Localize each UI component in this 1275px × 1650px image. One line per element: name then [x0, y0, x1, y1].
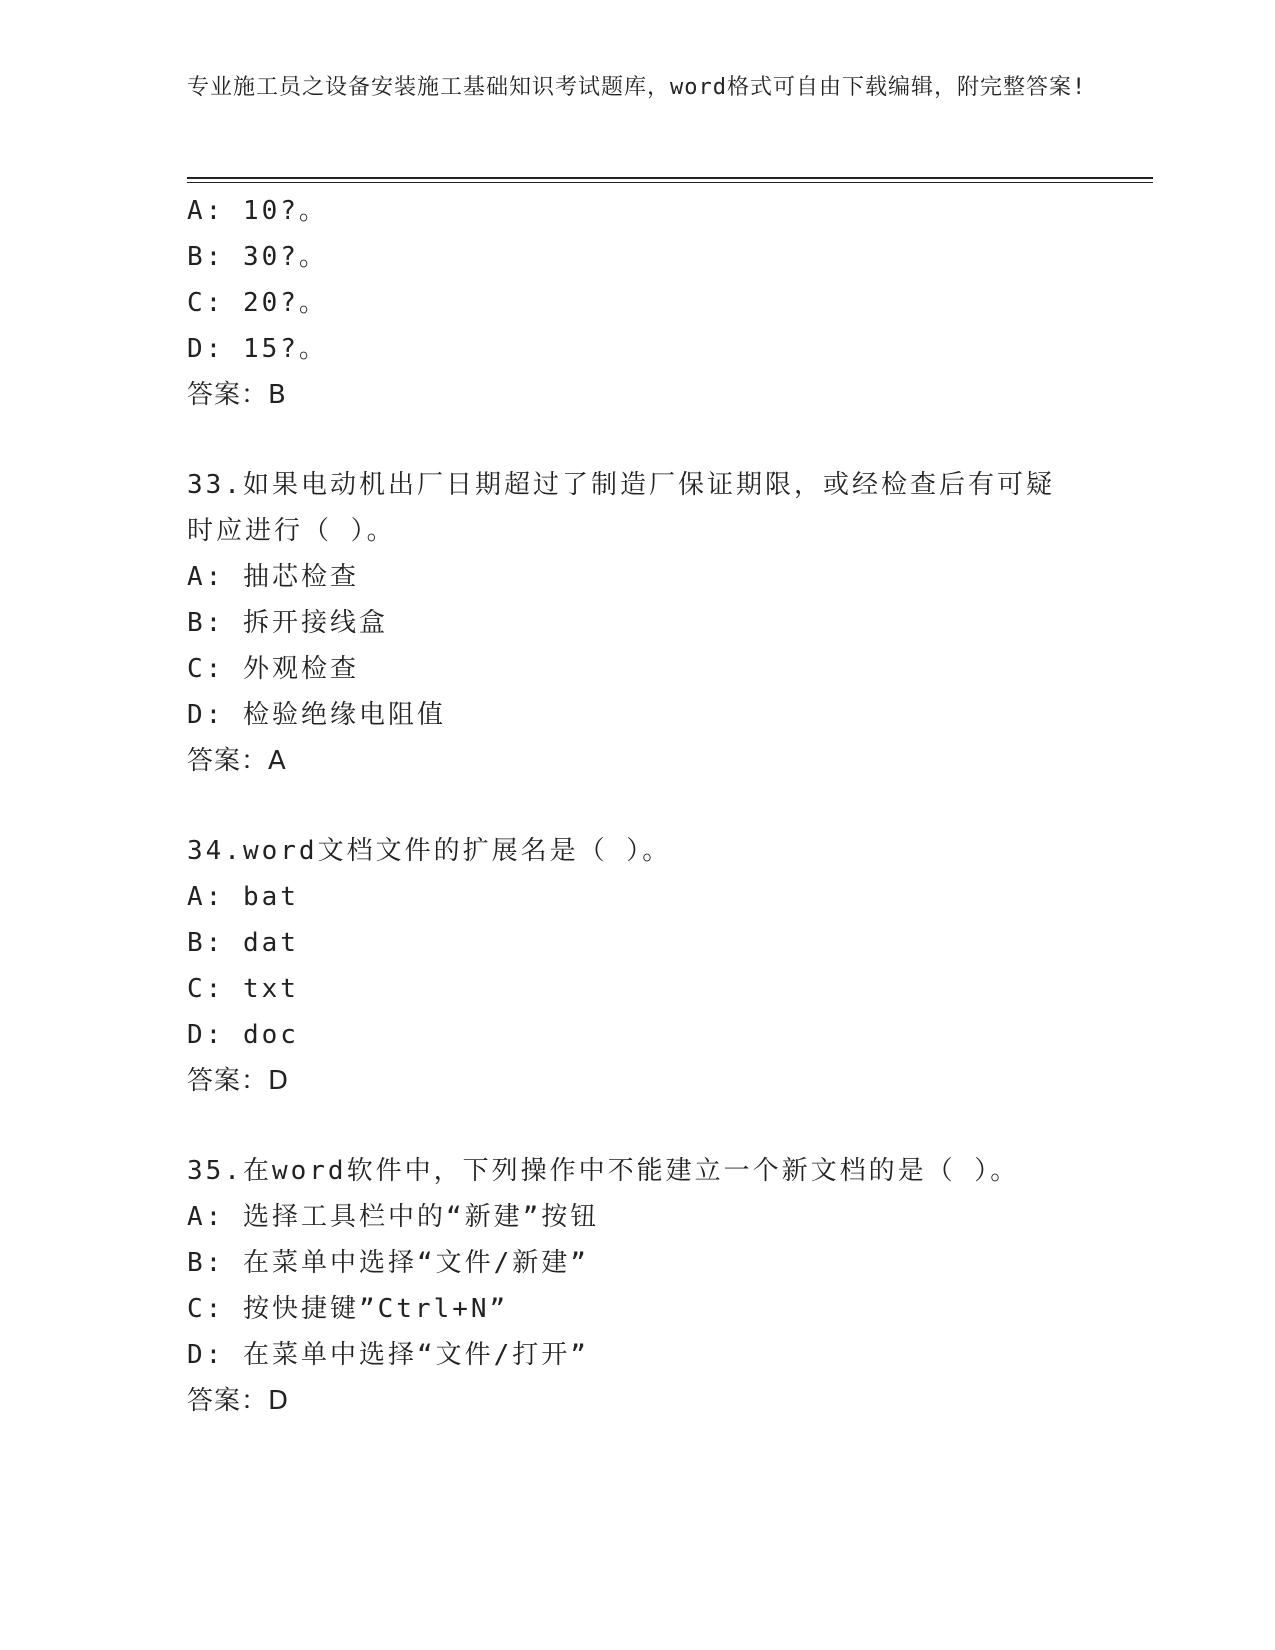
option-b: B: dat — [187, 928, 299, 958]
option-b: B: 30?。 — [187, 242, 328, 272]
answer-line: 答案：A — [187, 746, 287, 776]
document-header: 专业施工员之设备安装施工基础知识考试题库，word格式可自由下载编辑，附完整答案! — [187, 75, 1087, 100]
option-d: D: 15?。 — [187, 334, 328, 364]
question-block-34 — [187, 828, 1087, 1104]
option-d: D: 检验绝缘电阻值 — [187, 700, 446, 730]
option-a: A: bat — [187, 882, 299, 912]
question-list — [187, 188, 1087, 1424]
option-b: B: 在菜单中选择“文件/新建” — [187, 1248, 589, 1278]
option-d: D: 在菜单中选择“文件/打开” — [187, 1340, 589, 1370]
option-a: A: 抽芯检查 — [187, 562, 359, 592]
question-block-33 — [187, 462, 1087, 784]
header-divider-thick — [187, 177, 1153, 179]
question-block-32 — [187, 188, 1087, 418]
option-c: C: 外观检查 — [187, 654, 359, 684]
question-text: 34.word文档文件的扩展名是（ ）。 — [187, 836, 672, 866]
answer-line: 答案：B — [187, 380, 287, 410]
header-divider-thin — [187, 182, 1153, 183]
question-text: 33.如果电动机出厂日期超过了制造厂保证期限，或经检查后有可疑时应进行（ ）。 — [187, 470, 1055, 546]
option-a: A: 选择工具栏中的“新建”按钮 — [187, 1202, 600, 1232]
answer-line: 答案：D — [187, 1386, 290, 1416]
answer-line: 答案：D — [187, 1066, 290, 1096]
option-d: D: doc — [187, 1020, 299, 1050]
question-block-35 — [187, 1148, 1087, 1424]
question-text: 35.在word软件中，下列操作中不能建立一个新文档的是（ ）。 — [187, 1156, 1020, 1186]
option-c: C: 20?。 — [187, 288, 328, 318]
option-c: C: txt — [187, 974, 299, 1004]
option-a: A: 10?。 — [187, 196, 328, 226]
option-c: C: 按快捷键”Ctrl+N” — [187, 1294, 509, 1324]
option-b: B: 拆开接线盒 — [187, 608, 388, 638]
